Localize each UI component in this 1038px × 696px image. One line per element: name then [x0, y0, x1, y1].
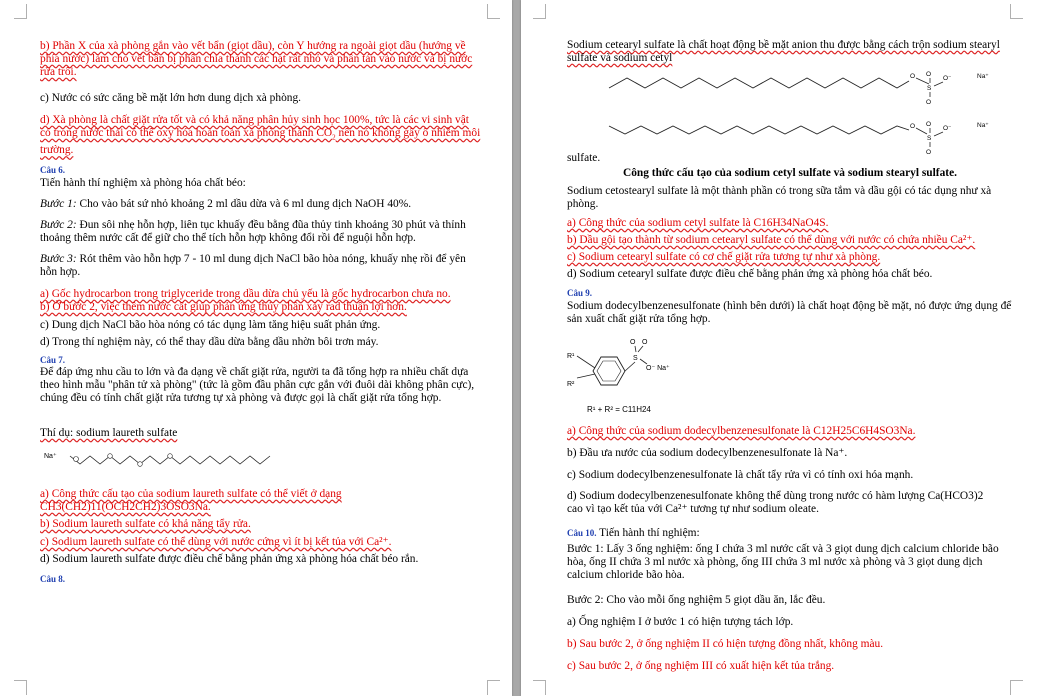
subscript: 2 — [332, 133, 336, 142]
oxygen-label: O — [910, 73, 916, 80]
option-text: d) Sodium laureth sulfate được điều chế bằng phản ứng xà phòng hóa chất béo rắn. — [40, 553, 419, 565]
document-page-right — [521, 0, 1038, 696]
sulfur-label: S — [633, 355, 638, 362]
oxygen-label: O — [630, 339, 636, 346]
intro-paragraph — [567, 39, 1007, 65]
option-b — [567, 447, 1013, 460]
oxygen-sodium-label: O⁻ Na⁺ — [646, 365, 670, 372]
sodium-ion-label: Na⁺ — [977, 122, 989, 129]
oxygen-label: O — [926, 149, 932, 156]
intro-text: Sodium cetearyl sulfate là chất hoạt động bề mặt anion thu được bằng cách trộn sodium stearyl sulfate và sodium cetyl — [567, 39, 1000, 64]
crop-mark — [533, 4, 546, 19]
sodium-ion-label: Na⁺ — [977, 73, 989, 80]
option-c — [40, 319, 486, 332]
option-d — [567, 490, 1013, 516]
option-d — [40, 336, 486, 349]
option-text: b) Sodium laureth sulfate có khả năng tẩy rửa. — [40, 518, 251, 530]
r2-label: R² — [567, 381, 575, 388]
option-d — [40, 553, 480, 566]
step-label: Bước 3: — [40, 253, 77, 265]
step-paragraph — [40, 198, 482, 211]
crop-mark — [14, 4, 27, 19]
crop-mark — [487, 680, 500, 695]
answer-text: nên nó không gây ô nhiễm môi trường. — [40, 127, 481, 157]
step-text: Cho vào bát sứ nhỏ khoảng 2 ml dầu dừa và 6 ml dung dịch NaOH 40%. — [76, 198, 412, 210]
answer-paragraph — [40, 40, 482, 79]
oxygen-label: O — [926, 71, 932, 78]
question-title: Tiến hành thí nghiệm: — [596, 527, 700, 539]
question-intro: Tiến hành thí nghiệm xà phòng hóa chất béo: — [40, 177, 246, 189]
option-d — [567, 268, 1013, 281]
answer-text: d) Xà phòng là chất giặt rửa tốt và có khả năng phân hủy sinh học 100%, tức là các vi sinh vật có trong nước thải có thể oxy hóa hoàn toàn xà phòng thành CO — [40, 114, 469, 139]
step-paragraph — [40, 253, 482, 279]
crop-mark — [487, 4, 500, 19]
step-label: Bước 2: — [40, 219, 77, 231]
oxygen-label: O — [926, 121, 932, 128]
question-number: Câu 10. — [567, 528, 597, 538]
dodecylbenzenesulfonate-structure — [567, 334, 727, 418]
option-formula: CH3(CH2)11(OCH2CH2)3OSO3Na. — [40, 501, 211, 513]
step-text: Rót thêm vào hỗn hợp 7 - 10 ml dung dịch NaCl bão hòa nóng, khuấy nhẹ rồi để yên hỗn hợp. — [40, 253, 466, 278]
question-header — [567, 527, 1013, 540]
option-c — [40, 536, 480, 549]
example-text: Thí dụ: sodium laureth sulfate — [40, 427, 178, 439]
option-text: d) Sodium dodecylbenzenesulfonate không thể dùng trong nước có hàm lượng Ca(HCO3)2 — [567, 490, 984, 502]
option-a — [40, 288, 486, 301]
option-text: c) Dung dịch NaCl bão hòa nóng có tác dụng làm tăng hiệu suất phản ứng. — [40, 319, 381, 331]
oxygen-label: O — [926, 99, 932, 106]
answer-paragraph — [40, 92, 482, 105]
oxygen-label: O — [642, 339, 648, 346]
oxygen-label: O — [910, 123, 916, 130]
option-text: d) Trong thí nghiệm này, có thể thay dầu dừa bằng dầu nhờn bôi trơn máy. — [40, 336, 379, 348]
cetyl-stearyl-sulfate-structures — [607, 64, 1007, 160]
r-group-formula: R¹ + R² = C11H24 — [587, 405, 651, 414]
option-a — [40, 488, 480, 514]
question-intro: Sodium dodecylbenzenesulfonate (hình bên dưới) là chất hoạt động bề mặt, nó được ứng dụng để sản xuất chất giặt rửa tổng hợp. — [567, 300, 1012, 325]
option-text: a) Công thức của sodium cetyl sulfate là C16H34NaO4S. — [567, 217, 829, 229]
option-b — [40, 518, 480, 531]
r1-label: R¹ — [567, 353, 575, 360]
question-number: Câu 9. — [567, 288, 593, 298]
option-text: b) Dầu gội tạo thành từ sodium cetearyl sulfate có thể dùng với nước có chứa nhiều Ca²⁺. — [567, 234, 976, 246]
step-text: Đun sôi nhẹ hỗn hợp, liên tục khuấy đều bằng đũa thủy tinh khoảng 30 phút và thỉnh thoảng thêm nước cất để giữ cho thể tích hỗn hợp không đổi rồi để nguội hỗn hợp. — [40, 219, 466, 244]
oxygen-anion-label: O⁻ — [943, 125, 952, 132]
option-text: a) Gốc hydrocarbon trong triglyceride trong dầu dừa chủ yếu là gốc hydrocarbon chưa no. — [40, 288, 451, 300]
step-paragraph: Bước 2: Cho vào mỗi ống nghiệm 5 giọt dầu ăn, lắc đều. — [567, 594, 826, 606]
sulfur-label: S — [927, 85, 932, 92]
answer-paragraph — [40, 114, 482, 157]
option-text: a) Công thức cấu tạo của sodium laureth sulfate có thể viết ở dạng — [40, 488, 342, 500]
sodium-ion-label: Na⁺ — [44, 453, 57, 460]
sulfur-label: S — [927, 135, 932, 142]
figure-caption: Công thức cấu tạo của sodium cetyl sulfate và sodium stearyl sulfate. — [623, 167, 957, 179]
option-c — [567, 469, 1013, 482]
option-b: b) Sau bước 2, ở ống nghiệm II có hiện tượng đồng nhất, không màu. — [567, 638, 884, 650]
laureth-sulfate-structure — [40, 448, 285, 474]
option-text: b) Đầu ưa nước của sodium dodecylbenzenesulfonate là Na⁺. — [567, 447, 848, 459]
intro-tail: sulfate. — [567, 152, 601, 164]
step-paragraph: Bước 1: Lấy 3 ống nghiệm: ống I chứa 3 ml nước cất và 3 giọt dung dịch calcium chloride bão hòa, ống II chứa 3 ml nước xà phòng, ống III chứa 3 ml nước xà phòng và 3 giọt dung dịch calcium chloride bão hòa. — [567, 543, 999, 581]
crop-mark — [533, 680, 546, 695]
option-text: d) Sodium cetearyl sulfate được điều chế bằng phản ứng xà phòng hóa chất béo. — [567, 268, 933, 280]
option-text: cao vì tạo kết tủa với Ca²⁺ tương tự như sodium oleate. — [567, 503, 819, 515]
crop-mark — [14, 680, 27, 695]
option-text: c) Sodium dodecylbenzenesulfonate là chất tẩy rửa vì có tính oxi hóa mạnh. — [567, 469, 914, 481]
option-text: c) Sodium cetearyl sulfate có cơ chế giặt rửa tương tự như xà phòng. — [567, 251, 881, 263]
question-number: Câu 6. — [40, 165, 66, 175]
option-text: b) Ở bước 2, việc thêm nước cất giúp phản ứng thủy phân xảy rad thuận lợi hơn. — [40, 301, 407, 313]
question-intro: Để đáp ứng nhu cầu to lớn và đa dạng về chất giặt rửa, người ta đã tổng hợp ra nhiều chất dựa theo hình mẫu "phân tử xà phòng" (tức là gồm đầu phân cực gắn với đuôi dài không phân cực), chúng đều có tính chất giặt rửa tương tự xà phòng và được gọi là chất giặt rửa tổng hợp. — [40, 366, 475, 404]
option-b — [40, 301, 486, 314]
oxygen-anion-label: O⁻ — [943, 75, 952, 82]
crop-mark — [1010, 4, 1023, 19]
crop-mark — [1010, 680, 1023, 695]
question-number: Câu 7. — [40, 355, 66, 365]
option-c — [567, 251, 1013, 264]
question-number: Câu 8. — [40, 574, 66, 584]
document-page-left — [0, 0, 512, 696]
option-text: a) Công thức của sodium dodecylbenzenesulfonate là C12H25C6H4SO3Na. — [567, 425, 916, 437]
question-intro: Sodium cetostearyl sulfate là một thành phần có trong sữa tắm và dầu gội có tác dụng như xà phòng. — [567, 185, 992, 210]
option-a — [567, 217, 1013, 230]
example-line — [40, 427, 480, 440]
answer-text: b) Phần X của xà phòng gắn vào vết bẩn (giọt dầu), còn Y hướng ra ngoài giọt dầu (hướng về phía nước) làm cho vết bẩn bị phân chia thành các hạt rất nhỏ và phân tán vào nước và bị nước rửa trôi. — [40, 40, 473, 78]
option-c: c) Sau bước 2, ở ống nghiệm III có xuất hiện kết tủa trắng. — [567, 660, 835, 672]
step-paragraph — [40, 219, 482, 245]
option-text: c) Sodium laureth sulfate có thể dùng với nước cứng vì ít bị kết tủa với Ca²⁺. — [40, 536, 392, 548]
option-a — [567, 425, 1013, 438]
answer-text: c) Nước có sức căng bề mặt lớn hơn dung dịch xà phòng. — [40, 92, 302, 104]
option-b — [567, 234, 1013, 247]
step-label: Bước 1: — [40, 198, 77, 210]
option-a: a) Ống nghiệm I ở bước 1 có hiện tượng tách lớp. — [567, 616, 794, 628]
